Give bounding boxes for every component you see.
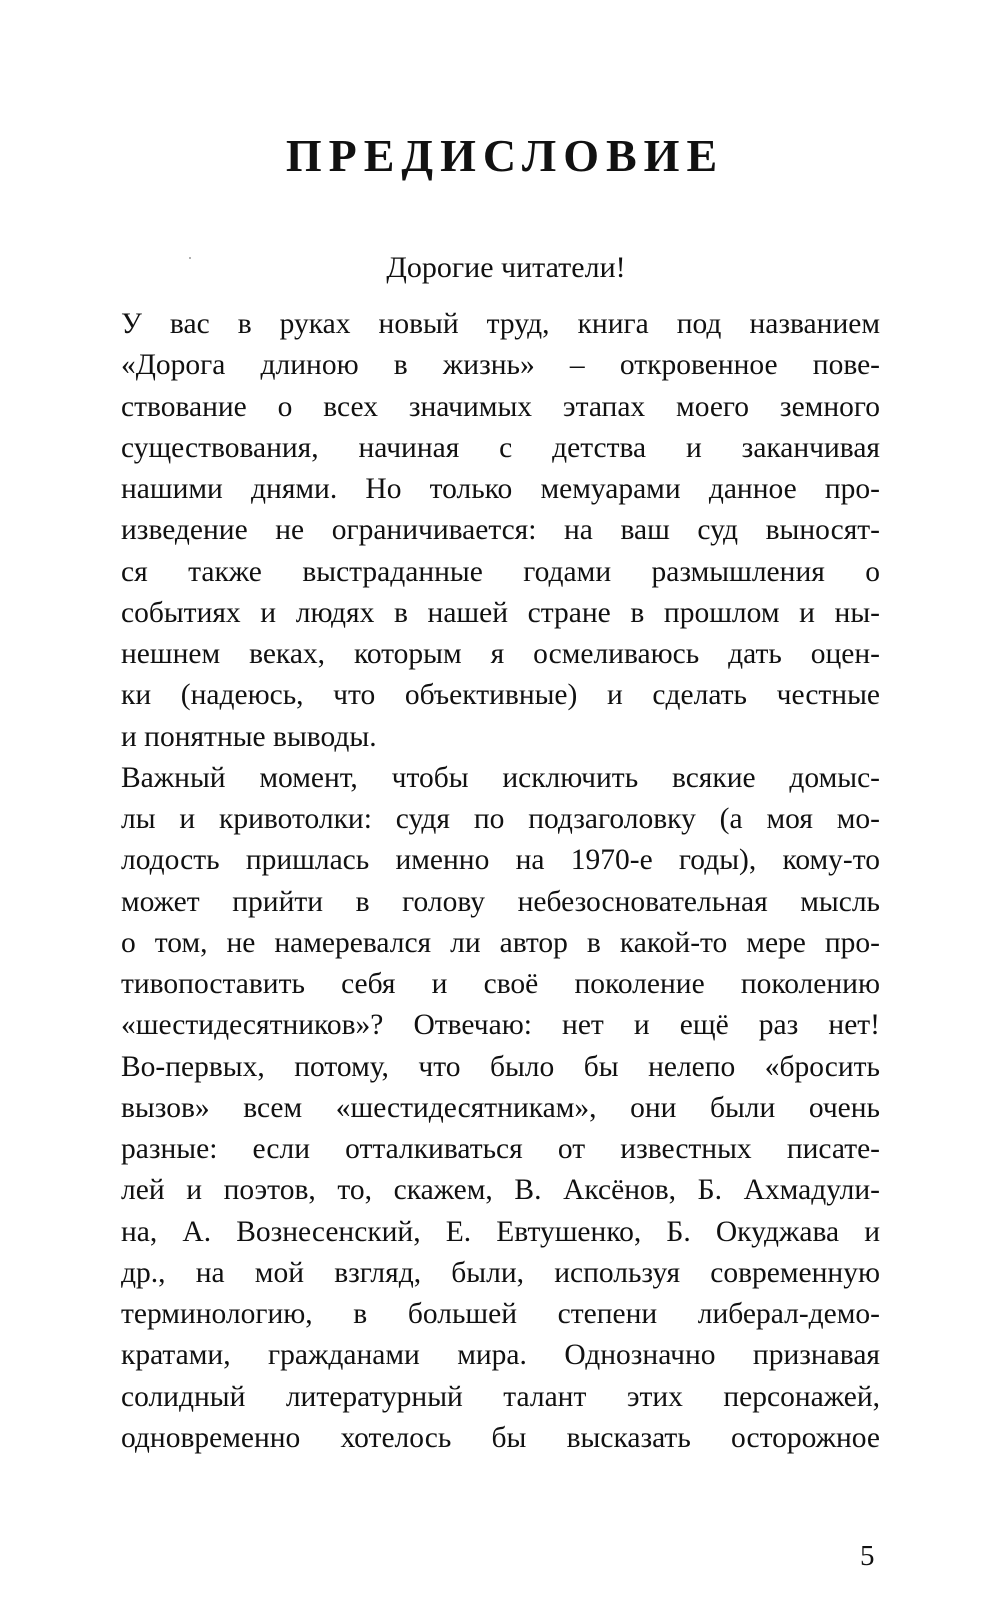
text-line: изведение не ограничивается: на ваш суд выносят- bbox=[121, 514, 880, 547]
page-number: 5 bbox=[860, 1540, 875, 1572]
text-line: лодость пришлась именно на 1970-е годы), кому-то bbox=[121, 844, 880, 877]
text-line: терминологию, в большей степени либерал-демо- bbox=[121, 1298, 880, 1330]
text-line: нашими днями. Но только мемуарами данное про- bbox=[121, 473, 880, 505]
text-line: ствование о всех значимых этапах моего земного bbox=[121, 390, 880, 423]
text-line: кратами, гражданами мира. Однозначно признавая bbox=[121, 1339, 880, 1372]
text-line: и понятные выводы. bbox=[121, 720, 377, 753]
text-line: нешнем веках, которым я осмеливаюсь дать оцен- bbox=[121, 638, 880, 670]
text-line: др., на мой взгляд, были, используя современную bbox=[121, 1256, 880, 1289]
paragraph-1 bbox=[121, 304, 880, 758]
text-line: о том, не намеревался ли автор в какой-то мере про- bbox=[121, 926, 880, 959]
text-line: солидный литературный талант этих персонажей, bbox=[121, 1380, 880, 1413]
text-line: существования, начиная с детства и заканчивая bbox=[121, 431, 880, 464]
text-line: «Дорога длиною в жизнь» – откровенное пове- bbox=[121, 349, 880, 382]
text-line: Во-первых, потому, что было бы нелепо «бросить bbox=[121, 1050, 880, 1083]
text-line: ки (надеюсь, что объективные) и сделать честные bbox=[121, 679, 880, 712]
paragraph-2 bbox=[121, 758, 880, 1459]
text-line: тивопоставить себя и своё поколение поколению bbox=[121, 968, 880, 1000]
text-line: Важный момент, чтобы исключить всякие домыс- bbox=[121, 761, 880, 794]
text-line: на, А. Вознесенский, Е. Евтушенко, Б. Окуджава и bbox=[121, 1215, 880, 1248]
text-line: вызов» всем «шестидесятникам», они были очень bbox=[121, 1091, 880, 1124]
greeting-heading: Дорогие читатели! bbox=[386, 251, 626, 284]
chapter-title: ПРЕДИСЛОВИЕ bbox=[285, 130, 725, 181]
body-text bbox=[121, 304, 880, 1459]
text-line: ся также выстраданные годами размышления о bbox=[121, 555, 880, 588]
text-line: лы и кривотолки: судя по подзаголовку (а моя мо- bbox=[121, 803, 880, 835]
text-line: разные: если отталкиваться от известных писате- bbox=[121, 1133, 880, 1165]
text-line: лей и поэтов, то, скажем, В. Аксёнов, Б. Ахмадули- bbox=[121, 1174, 880, 1207]
text-line: одновременно хотелось бы высказать осторожное bbox=[121, 1421, 880, 1454]
text-line: У вас в руках новый труд, книга под названием bbox=[121, 308, 880, 340]
text-line: событиях и людях в нашей стране в прошлом и ны- bbox=[121, 596, 880, 629]
text-line: «шестидесятников»? Отвечаю: нет и ещё раз нет! bbox=[121, 1009, 880, 1042]
text-line: может прийти в голову небезосновательная мысль bbox=[121, 885, 880, 918]
